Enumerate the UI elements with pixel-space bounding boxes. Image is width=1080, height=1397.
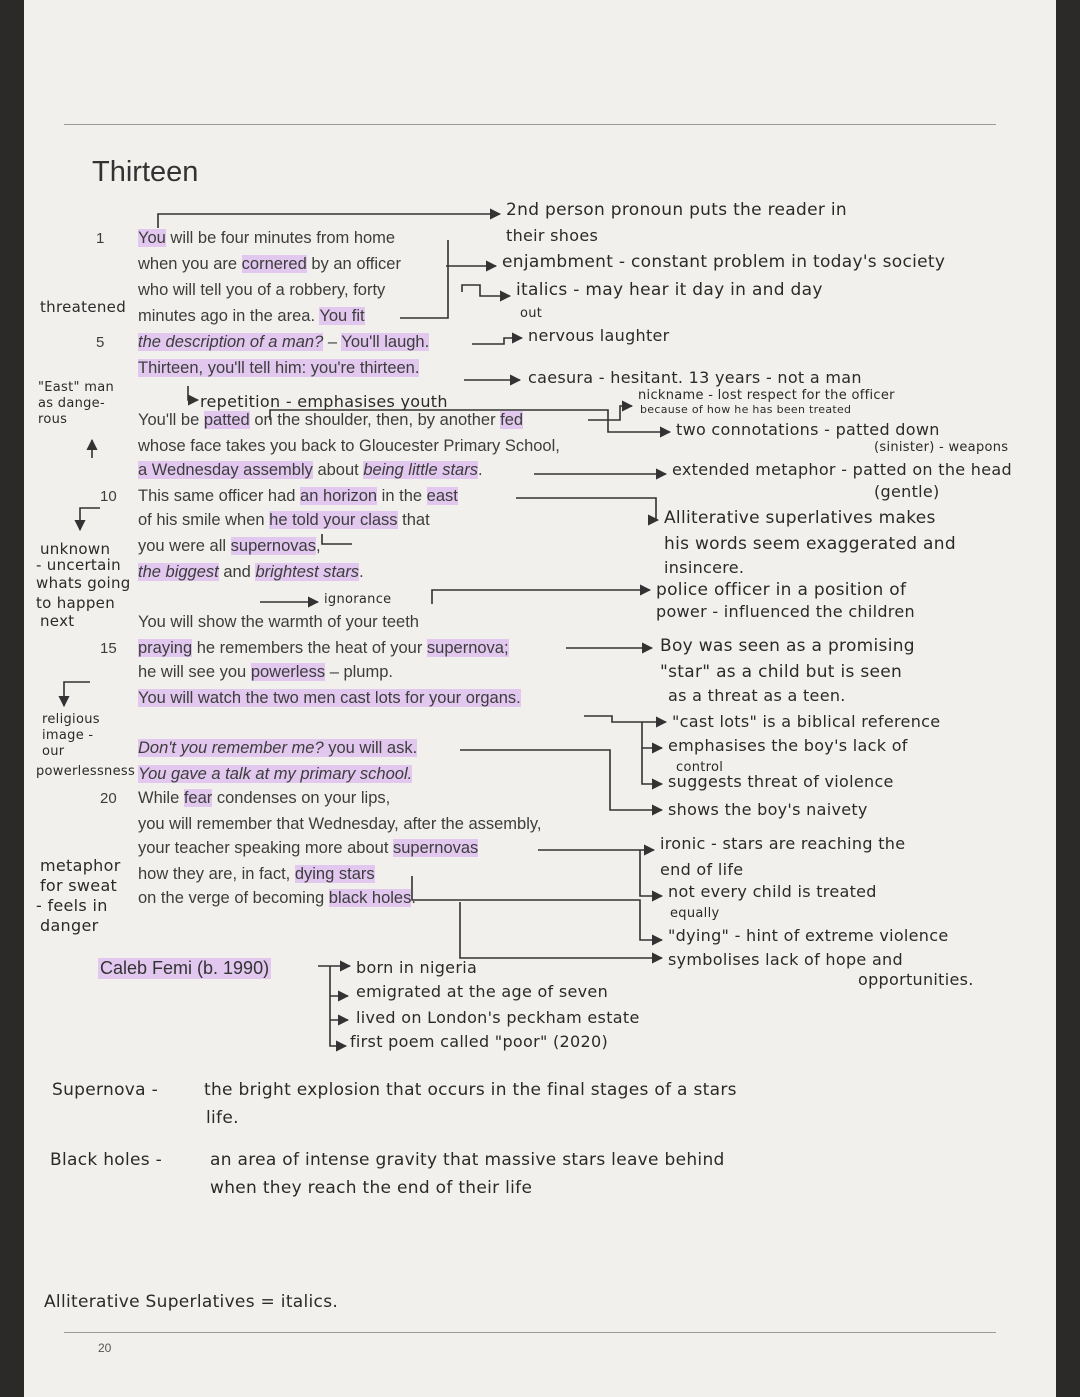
footer-note: Alliterative Superlatives = italics. [44,1292,339,1312]
line-number: 20 [100,790,117,807]
note-threat-teen: as a threat as a teen. [668,686,846,705]
poem-text-fragment: how they are, in fact, [138,865,295,883]
poem-text-fragment: and [218,563,256,581]
poem-text-fragment: being little stars [363,461,478,479]
note-connotations: two connotations - patted down [676,420,940,439]
arrow-alliterative [516,498,658,520]
note-exaggerated: his words seem exaggerated and [664,534,956,554]
note-power: power - influenced the children [656,602,915,621]
poem-text-fragment: minutes ago in the area. [138,307,320,325]
arrow-lack-control [642,722,662,748]
line-number: 10 [100,488,117,505]
glossary-supernova-def-2: life. [206,1108,239,1128]
poem-text-fragment: thirteen. [359,359,420,377]
arrow-italics [462,285,510,296]
note-lack-control: emphasises the boy's lack of [668,736,908,755]
arrow-nickname [588,406,632,420]
arrow-told-class [322,534,352,544]
note-metaphor: metaphor [40,856,121,875]
note-end-of-life: end of life [660,860,744,879]
note-danger: danger [40,916,99,935]
note-extended-metaphor: extended metaphor - patted on the head [672,460,1012,479]
poem-text-fragment: You will show the warmth of your teeth [138,613,419,631]
poem-text-fragment: supernovas [393,839,479,857]
note-police-officer: police officer in a position of [656,580,907,600]
note-powerlessness: powerlessness [36,764,136,779]
note-pronoun: 2nd person pronoun puts the reader in [506,200,847,220]
poem-text-fragment: You gave a talk at my primary school. [138,765,413,783]
note-religious: religious [42,712,100,727]
poem-text-fragment: who will tell you of a robbery, forty [138,281,386,299]
note-dying: "dying" - hint of extreme violence [668,926,949,945]
note-whats-going: whats going [36,574,131,592]
arrow-unknown [80,508,100,530]
poem-text-fragment: east [426,487,458,505]
note-naivety: shows the boy's naivety [668,800,868,819]
poem-text-fragment: You'll laugh. [341,333,430,351]
note-feels-in: - feels in [36,896,108,915]
note-as-danger: as dange- [38,396,105,411]
poem-text-fragment: he remembers the heat of your [192,639,427,657]
note-image: image - [42,728,94,743]
arrow-author-2 [330,966,346,1046]
poem-text-fragment: you will ask. [323,739,418,757]
poem-text-fragment: about [312,461,364,479]
note-insincere: insincere. [664,558,745,577]
arrow-police [432,590,650,604]
arrow-threatened [400,240,448,318]
poem-text-fragment: – [323,333,342,351]
poem-text-fragment: While [138,789,184,807]
glossary-blackholes-def: an area of intense gravity that massive stars leave behind [210,1150,725,1170]
author-note-first-poem: first poem called "poor" (2020) [350,1032,609,1051]
poem-text-fragment: You'll be [138,411,204,429]
author-note-emigrated: emigrated at the age of seven [356,982,609,1001]
arrow-dying [412,876,662,940]
poem-text-fragment: powerless [250,663,326,681]
poem-text-fragment: This same officer had [138,487,301,505]
note-ironic: ironic - stars are reaching the [660,834,906,853]
note-italics-out: out [520,306,543,321]
poem-text-fragment: an horizon [300,487,378,505]
glossary-supernova-def: the bright explosion that occurs in the final stages of a stars [204,1080,737,1100]
note-not-every-child: not every child is treated [668,882,877,901]
note-boy-star: Boy was seen as a promising [660,636,915,656]
poem-text-fragment: brightest stars [255,563,360,581]
poem-text-fragment: patted [203,411,250,429]
poem-text-fragment: the biggest [138,563,219,581]
author-note-born: born in nigeria [356,958,478,977]
poem-text-fragment: black holes [328,889,412,907]
poem-text-fragment: he will see you [138,663,251,681]
glossary-blackholes-def-2: when they reach the end of their life [210,1178,533,1198]
arrow-patted [270,410,670,432]
note-cast-lots: "cast lots" is a biblical reference [672,712,941,731]
note-uncertain: - uncertain [36,556,121,574]
note-gentle: (gentle) [874,482,940,501]
note-threat-violence: suggests threat of violence [668,772,894,791]
poem-text-fragment: condenses on your lips, [212,789,391,807]
poem-text-fragment: by an officer [306,255,401,273]
note-equally: equally [670,906,720,921]
poem-text-fragment: cornered [241,255,307,273]
arrow-naivety [460,750,662,810]
arrow-symbolises [460,902,662,958]
note-opportunities: opportunities. [858,970,974,989]
poem-text-fragment: will be four minutes from home [165,229,396,247]
poem-text-fragment: Thirteen, you'll tell him: you're [138,359,360,377]
poem-text-fragment: . [359,563,364,581]
poem-text-fragment: You will watch the two men cast lots for your organs. [138,689,521,707]
poem-text-fragment: praying [138,639,193,657]
note-italics: italics - may hear it day in and day [516,280,823,300]
note-our: our [42,744,65,759]
poem-text-fragment: supernovas [230,537,316,555]
note-alliterative: Alliterative superlatives makes [664,508,936,528]
poem-text-fragment: fear [183,789,213,807]
note-threatened: threatened [40,298,127,316]
page-number: 20 [98,1341,112,1355]
note-caesura: caesura - hesitant. 13 years - not a man [528,368,862,387]
poem-title: Thirteen [92,156,199,188]
glossary-blackholes-term: Black holes - [50,1150,163,1170]
poem-text-fragment: when you are [138,255,242,273]
poem-text-fragment: on the verge of becoming [138,889,329,907]
poem-text-fragment: . [477,461,483,479]
poem-text-fragment: in the [377,487,427,505]
poem-text-fragment: Don't you remember me? [138,739,324,757]
arrow-nervous [472,338,522,344]
poem-text-fragment: , [315,537,321,555]
poem-text-fragment: – plump. [325,663,393,681]
note-for-sweat: for sweat [40,876,118,895]
note-ignorance: ignorance [324,592,392,607]
poem-text-fragment: that [397,511,430,529]
arrow-religious [64,682,90,706]
line-number: 5 [96,334,105,351]
note-nervous: nervous laughter [528,326,670,345]
note-east-man: "East" man [38,380,115,395]
poem-author: Caleb Femi (b. 1990) [100,958,270,978]
poem-text-fragment: a Wednesday assembly [138,461,313,479]
note-control: control [676,760,724,775]
poem-text-fragment: fed [500,411,524,429]
poem-text-fragment: the description of a man? [138,333,324,351]
note-repetition: repetition - emphasises youth [200,392,448,411]
arrow-suggests [642,748,662,784]
poem-text-fragment: supernova; [426,639,509,657]
author-note-lived: lived on London's peckham estate [356,1008,640,1027]
note-symbolises: symbolises lack of hope and [668,950,903,969]
arrow-pronoun [158,214,500,228]
arrow-repetition [188,386,198,400]
arrow-cast-lots [584,716,666,722]
line-number: 15 [100,640,117,657]
poem-text-fragment: . [411,889,416,907]
poem-text-fragment: you will remember that Wednesday, after the assembly, [138,815,542,833]
poem-text-fragment: You [138,229,166,247]
poem-text-fragment: your teacher speaking more about [138,839,393,857]
glossary-supernova-term: Supernova - [52,1080,158,1100]
note-because: because of how he has been treated [640,403,852,416]
note-unknown: unknown [40,540,111,558]
poem-text-fragment: dying stars [294,865,375,883]
note-next: next [40,612,75,630]
note-star-child: "star" as a child but is seen [660,662,903,682]
line-number: 1 [96,230,105,247]
note-sinister: (sinister) - weapons [874,440,1009,455]
poem-text-fragment: You fit [319,307,365,325]
note-to-happen: to happen [36,594,116,612]
note-pronoun-2: their shoes [506,226,599,245]
poem-text-fragment: of his smile when [138,511,270,529]
note-rous: rous [38,412,68,427]
note-nickname: nickname - lost respect for the officer [638,388,895,403]
poem-text-fragment: on the shoulder, then, by another [249,411,501,429]
poem-text-fragment: whose face takes you back to Gloucester Primary School, [138,437,560,455]
poem-text-fragment: he told your class [269,511,398,529]
arrow-not-every [640,850,662,896]
note-enjambment: enjambment - constant problem in today's society [502,252,946,272]
poem-text-fragment: you were all [138,537,231,555]
